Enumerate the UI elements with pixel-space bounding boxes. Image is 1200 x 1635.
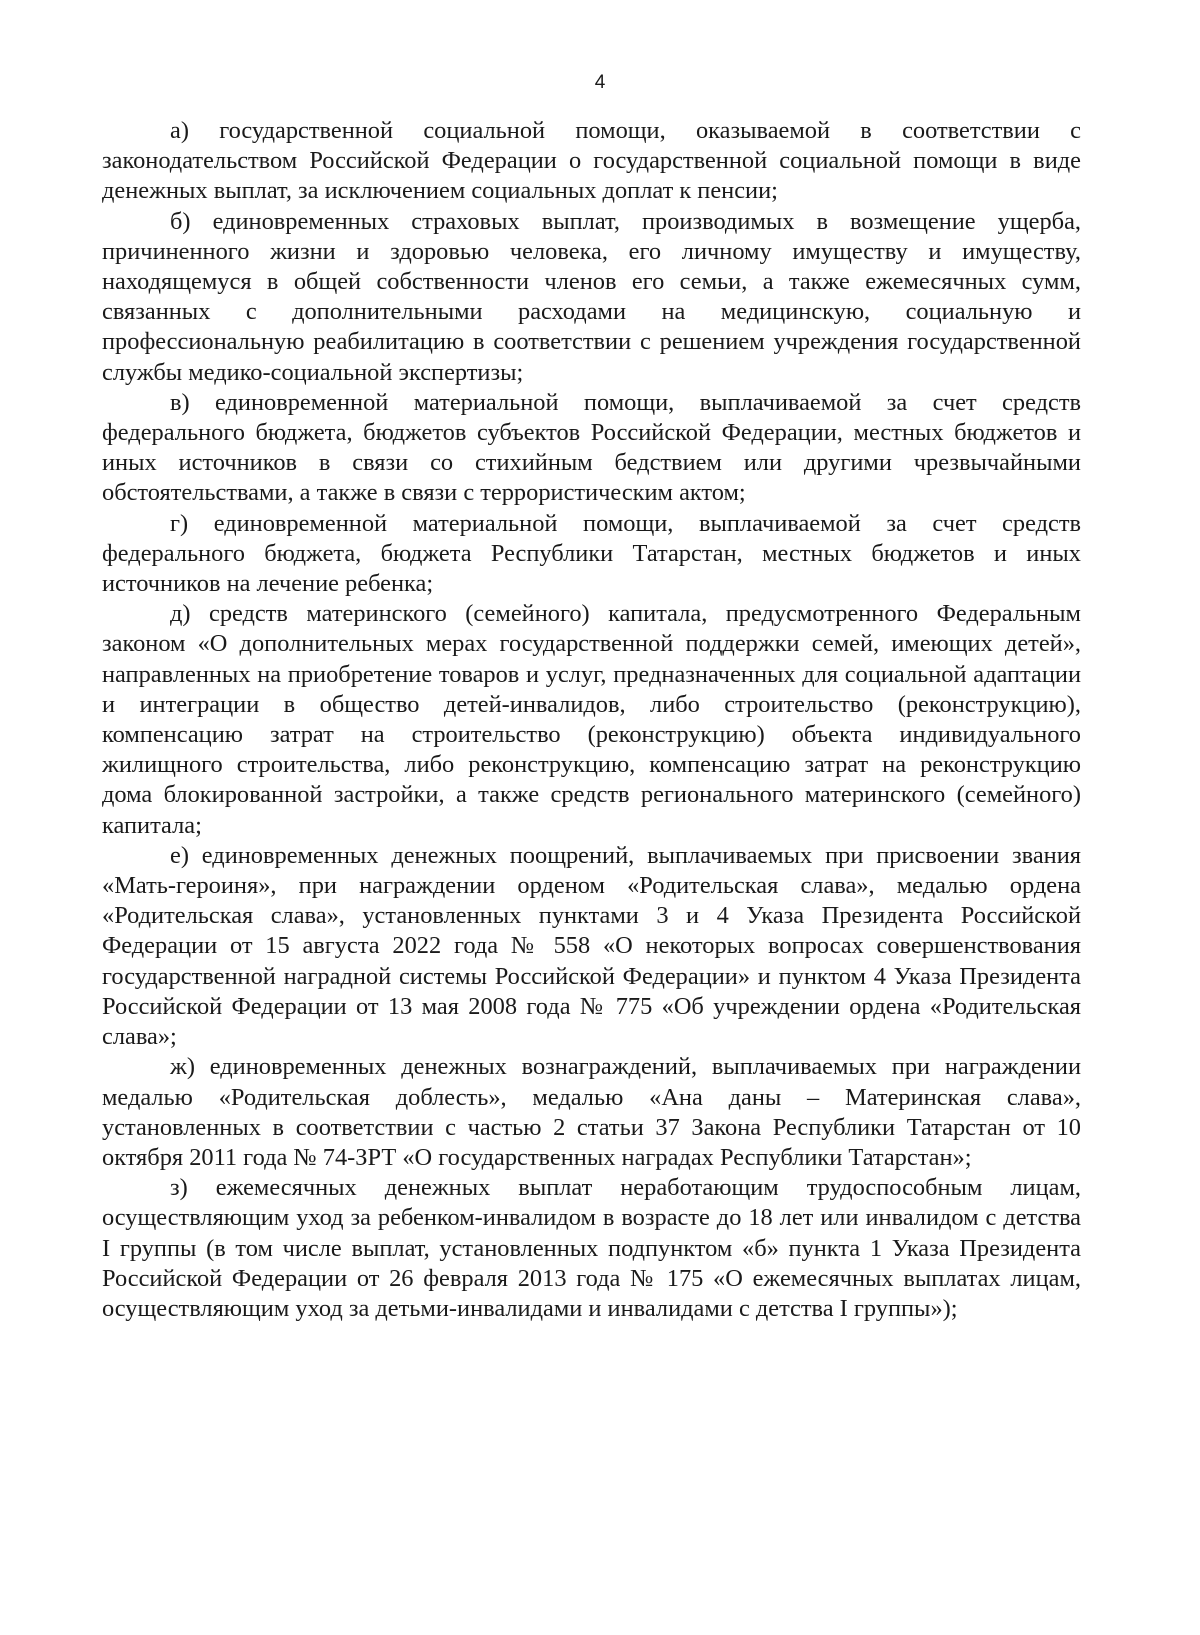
paragraph-d: д) средств материнского (семейного) капитала, предусмотренного Федеральным законом «О дополнительных мерах государственной поддержки семей, имеющих детей», направленных на приобретение товаров и услуг, предназначенных для социальной адаптации и интеграции в общество детей-инвалидов, либо строительство (реконструкцию), компенсацию затрат на строительство (реконструкцию) объекта индивидуального жилищного строительства, либо реконструкцию, компенсацию затрат на реконструкцию дома блокированной застройки, а также средств регионального материнского (семейного) капитала; <box>102 600 1081 839</box>
paragraph-e: е) единовременных денежных поощрений, выплачиваемых при присвоении звания «Мать-героиня», при награждении орденом «Родительская слава», медалью ордена «Родительская слава», установленных пунктами 3 и 4 Указа Президента Российской Федерации от 15 августа 2022 года № 558 «О некоторых вопросах совершенствования государственной наградной системы Российской Федерации» и пунктом 4 Указа Президента Российской Федерации от 13 мая 2008 года № 775 «Об учреждении ордена «Родительская слава»; <box>102 841 1081 1051</box>
document-body <box>102 116 1081 1324</box>
paragraph-z: з) ежемесячных денежных выплат неработающим трудоспособным лицам, осуществляющим уход за ребенком-инвалидом в возрасте до 18 лет или инвалидом с детства I группы (в том числе выплат, установленных подпунктом «б» пункта 1 Указа Президента Российской Федерации от 26 февраля 2013 года № 175 «О ежемесячных выплатах лицам, осуществляющим уход за детьми-инвалидами и инвалидами с детства I группы»); <box>102 1174 1081 1322</box>
paragraph-v: в) единовременной материальной помощи, выплачиваемой за счет средств федерального бюджета, бюджетов субъектов Российской Федерации, местных бюджетов и иных источников в связи со стихийным бедствием или другими чрезвычайными обстоятельствами, а также в связи с террористическим актом; <box>102 388 1081 507</box>
page-number: 4 <box>594 72 606 93</box>
paragraph-zh: ж) единовременных денежных вознаграждений, выплачиваемых при награждении медалью «Родительская доблесть», медалью «Ана даны – Материнская слава», установленных в соответствии с частью 2 статьи 37 Закона Республики Татарстан от 10 октября 2011 года № 74-ЗРТ «О государственных наградах Республики Татарстан»; <box>102 1053 1081 1171</box>
paragraph-a: а) государственной социальной помощи, оказываемой в соответствии с законодательством Российской Федерации о государственной социальной помощи в виде денежных выплат, за исключением социальных доплат к пенсии; <box>102 117 1081 205</box>
paragraph-g: г) единовременной материальной помощи, выплачиваемой за счет средств федерального бюджета, бюджета Республики Татарстан, местных бюджетов и иных источников на лечение ребенка; <box>102 509 1081 598</box>
paragraph-b: б) единовременных страховых выплат, производимых в возмещение ущерба, причиненного жизни и здоровью человека, его личному имуществу и имуществу, находящемуся в общей собственности членов его семьи, а также ежемесячных сумм, связанных с дополнительными расходами на медицинскую, социальную и профессиональную реабилитацию в соответствии с решением учреждения государственной службы медико-социальной экспертизы; <box>102 207 1081 386</box>
